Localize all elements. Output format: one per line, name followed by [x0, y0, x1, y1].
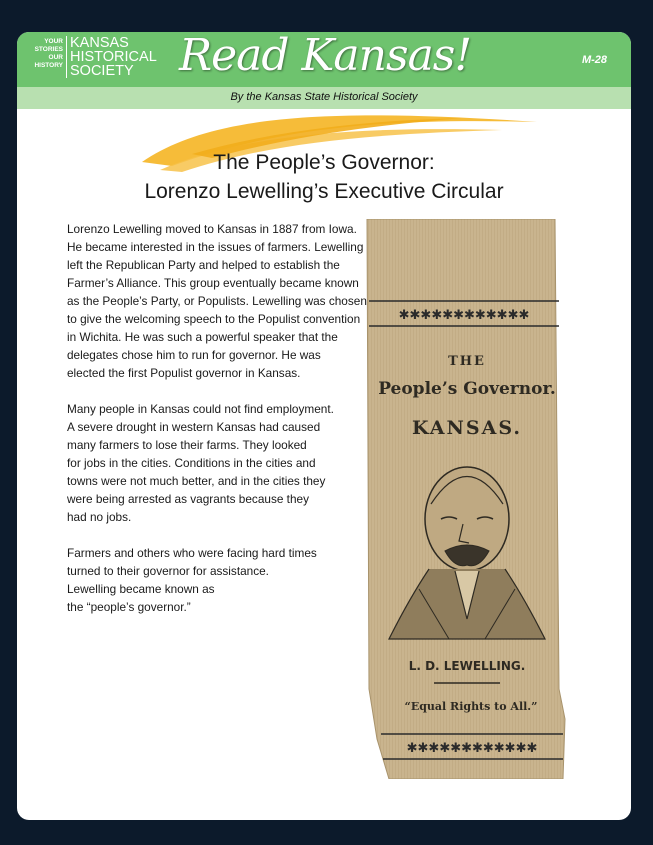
svg-text:✱✱✱✱✱✱✱✱✱✱✱✱: ✱✱✱✱✱✱✱✱✱✱✱✱	[406, 741, 538, 756]
campaign-ribbon	[359, 219, 574, 779]
article-body	[67, 220, 392, 634]
logo-society-name	[66, 36, 157, 78]
svg-text:✱✱✱✱✱✱✱✱✱✱✱✱: ✱✱✱✱✱✱✱✱✱✱✱✱	[398, 308, 530, 323]
article-title	[17, 148, 631, 206]
ribbon-name: L. D. LEWELLING.	[408, 659, 526, 673]
logo-name-line: SOCIETY	[70, 63, 134, 79]
publication-title: Read Kansas!	[179, 32, 472, 81]
ribbon-line-peoples-governor: People’s Governor.	[378, 379, 556, 399]
logo-tagline-line: YOUR	[44, 38, 63, 45]
logo-tagline-line: STORIES	[34, 46, 63, 53]
byline: By the Kansas State Historical Society	[230, 91, 418, 103]
page-code: M-28	[581, 54, 607, 66]
paragraph: Many people in Kansas could not find employment. A severe drought in western Kansas had caused many farmers to lose their farms. They looked for jobs in the cities. Conditions in the cities and towns were not much better, and in the cities they were being arrested as vagrants because they had no jobs.	[67, 402, 334, 524]
article-title-line-2: Lorenzo Lewelling’s Executive Circular	[144, 180, 504, 203]
page	[17, 32, 631, 820]
article-title-line-1: The People’s Governor:	[213, 151, 435, 174]
logo-tagline	[23, 38, 63, 70]
paragraph: Lorenzo Lewelling moved to Kansas in 1887 from Iowa. He became interested in the issues of farmers. Lewelling left the Republican Party and helped to establish the Farmer’s Alliance. This group eventually became known as the People’s Party, or Populists. Lewelling was chosen to give the welcoming speech to the Populist convention in Wichita. He was such a powerful speaker that the delegates chose him to run for governor. He was elected the first Populist governor in Kansas.	[67, 222, 367, 380]
logo-name-line: KANSAS	[70, 35, 129, 51]
logo-tagline-line: OUR	[48, 54, 63, 61]
ribbon-line-the: THE	[448, 354, 486, 369]
logo-name-line: HISTORICAL	[70, 49, 157, 65]
ribbon-motto: “Equal Rights to All.”	[404, 700, 538, 713]
header-banner	[17, 32, 631, 87]
paragraph: Farmers and others who were facing hard times turned to their governor for assistance. Lewelling became known as the “people’s governor.”	[67, 546, 317, 614]
ribbon-line-kansas: KANSAS.	[412, 417, 522, 439]
logo-tagline-line: HISTORY	[34, 62, 63, 69]
